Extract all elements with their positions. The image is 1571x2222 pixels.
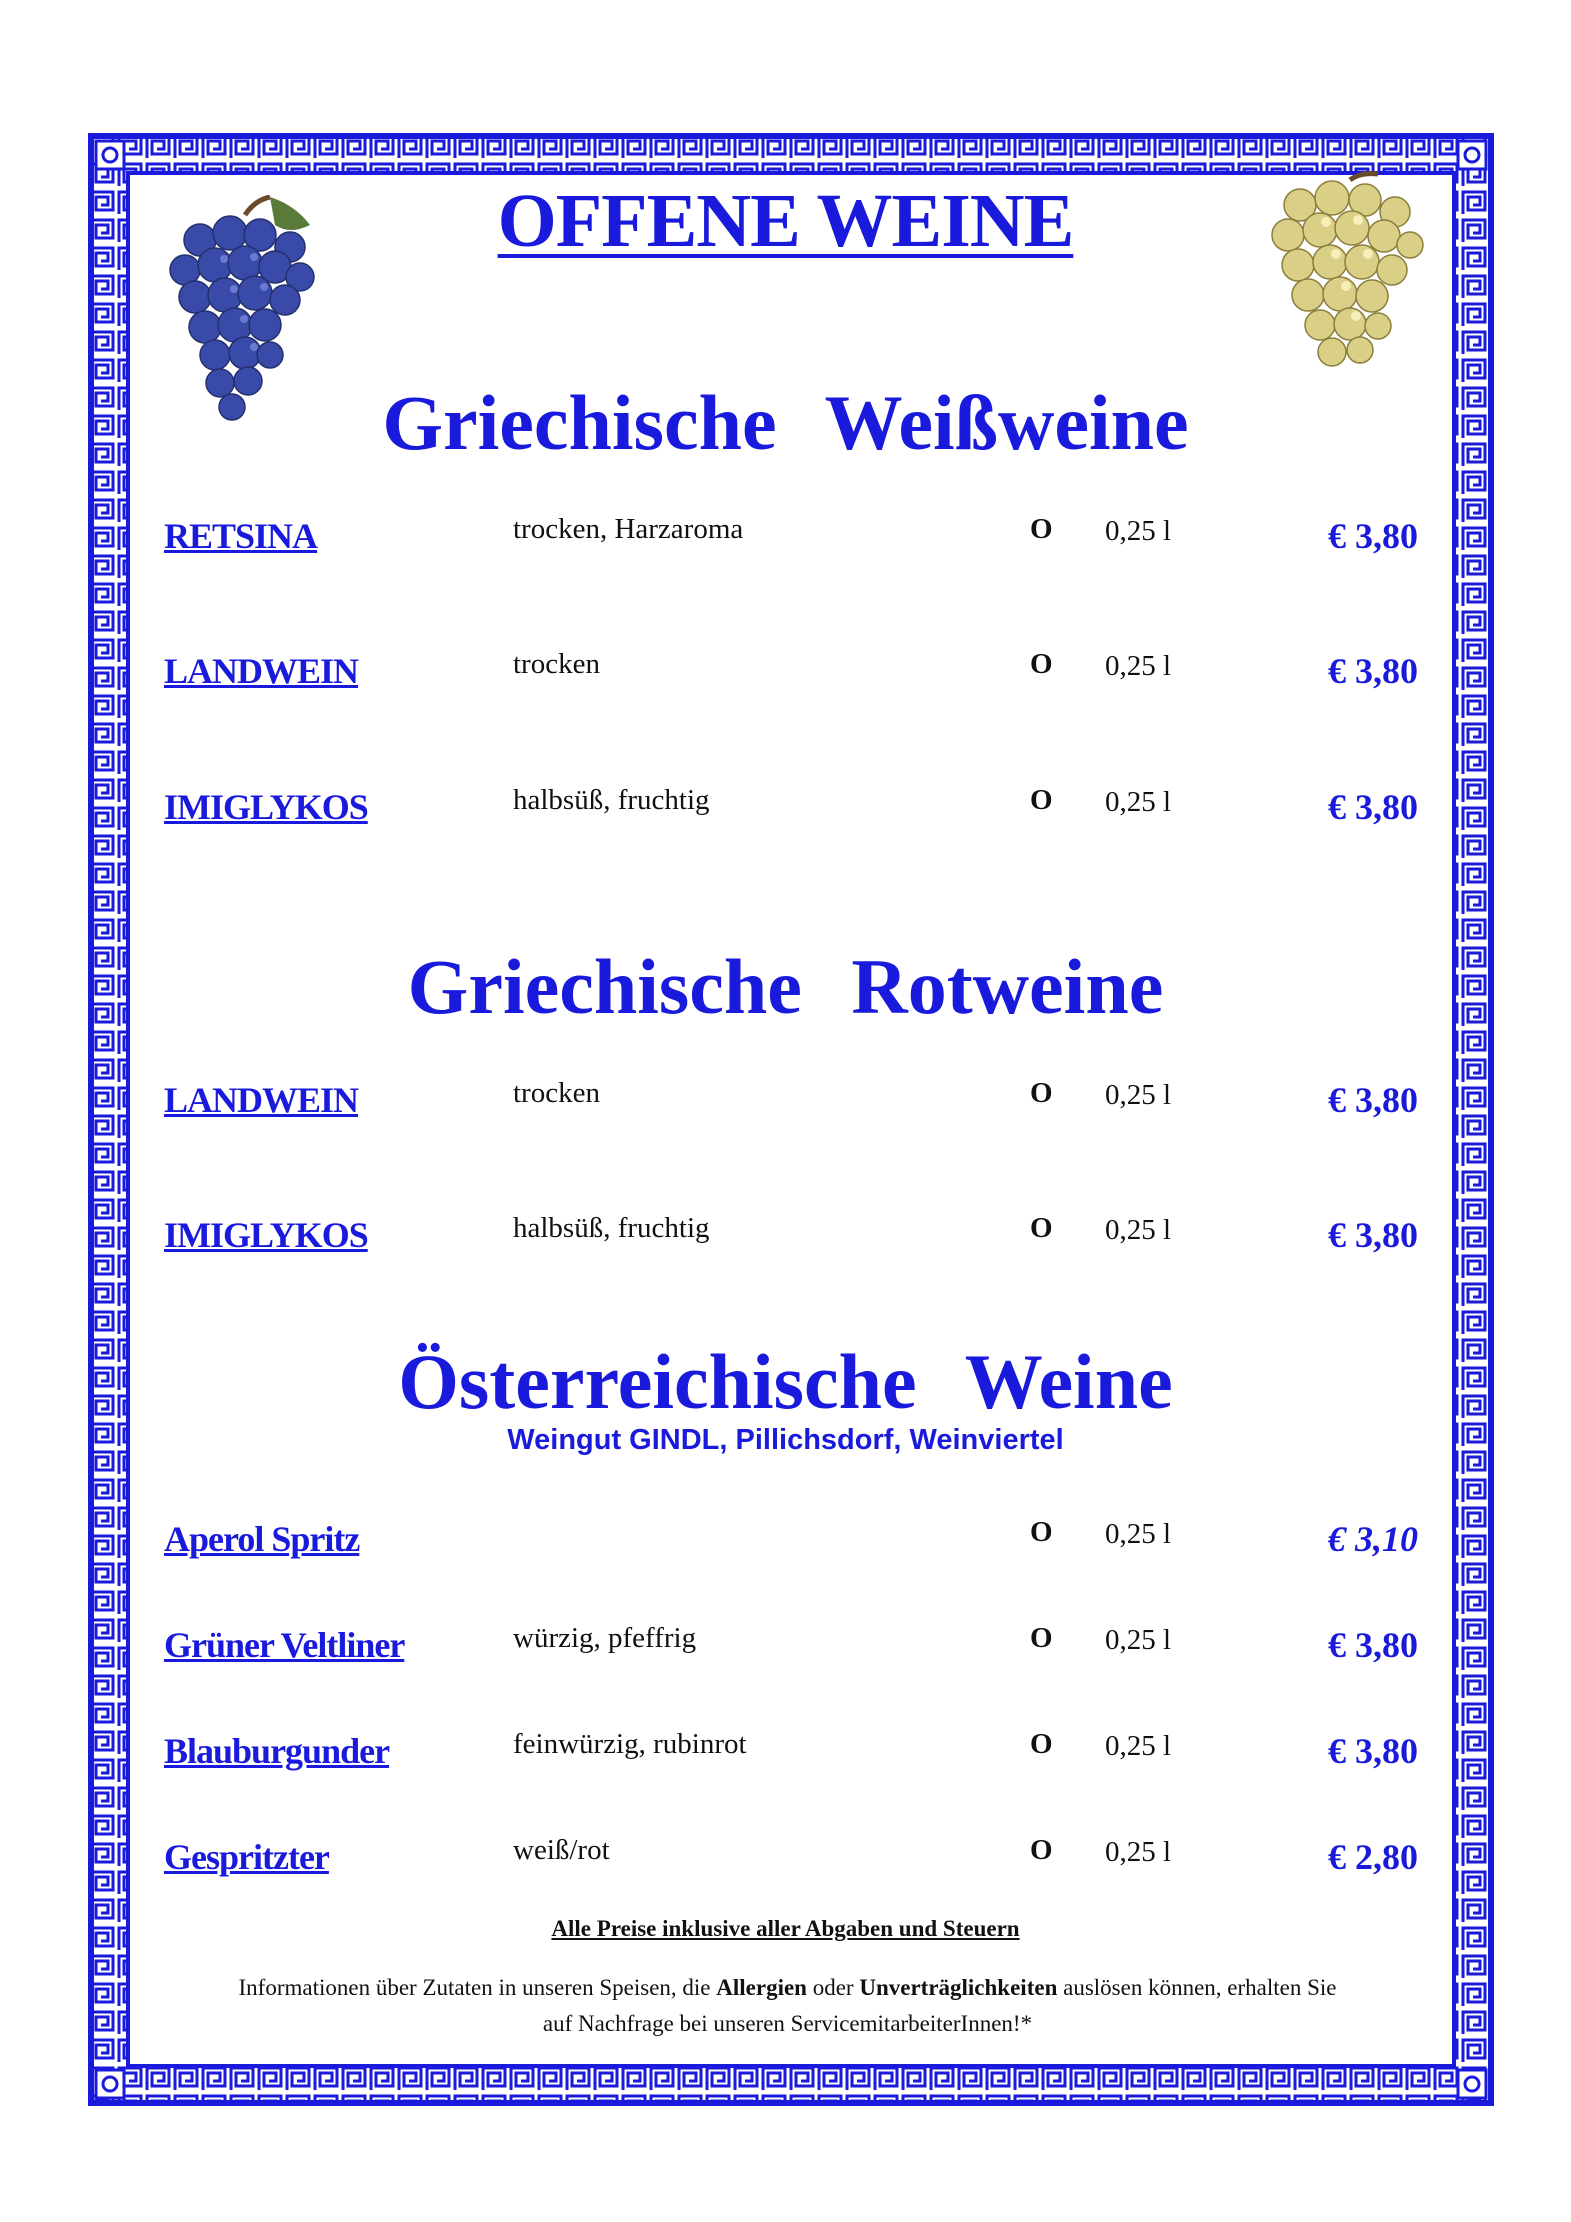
wine-mark: O xyxy=(1030,1212,1053,1244)
allergen-info-text: auslösen können, erhalten Sie xyxy=(1057,1975,1337,2000)
wine-price: € 3,80 xyxy=(1328,787,1418,827)
wine-name[interactable]: LANDWEIN xyxy=(164,651,359,691)
heading-greek-white: Griechische Weißweine xyxy=(382,379,1189,466)
wine-volume: 0,25 l xyxy=(1105,515,1172,547)
wine-name[interactable]: Blauburgunder xyxy=(164,1731,390,1771)
heading-austrian: Österreichische Weine xyxy=(398,1338,1173,1425)
wine-mark: O xyxy=(1030,648,1053,680)
wine-name[interactable]: Grüner Veltliner xyxy=(164,1625,405,1665)
wine-volume: 0,25 l xyxy=(1105,786,1172,818)
wine-name[interactable]: IMIGLYKOS xyxy=(164,787,368,827)
wine-mark: O xyxy=(1030,1516,1053,1548)
wine-volume: 0,25 l xyxy=(1105,1730,1172,1762)
wine-description: würzig, pfeffrig xyxy=(513,1622,697,1654)
wine-row xyxy=(0,650,1571,710)
wine-description: trocken, Harzaroma xyxy=(513,513,744,545)
wine-price: € 3,80 xyxy=(1328,516,1418,556)
wine-volume: 0,25 l xyxy=(1105,1518,1172,1550)
wine-volume: 0,25 l xyxy=(1105,1079,1172,1111)
wine-price: € 3,10 xyxy=(1328,1519,1418,1559)
wine-volume: 0,25 l xyxy=(1105,1836,1172,1868)
allergen-info-text: oder xyxy=(806,1975,860,2000)
wine-price: € 3,80 xyxy=(1328,1731,1418,1771)
allergen-info-allergien: Allergien xyxy=(716,1975,807,2000)
allergen-info xyxy=(150,1970,1425,2042)
heading-greek-red: Griechische Rotweine xyxy=(407,943,1164,1030)
allergen-info-unvertraeglichkeiten: Unverträglichkeiten xyxy=(859,1975,1058,2000)
wine-row xyxy=(0,1624,1571,1684)
wine-volume: 0,25 l xyxy=(1105,650,1172,682)
wine-row xyxy=(0,1730,1571,1790)
wine-description: trocken xyxy=(513,1077,600,1109)
wine-volume: 0,25 l xyxy=(1105,1624,1172,1656)
wine-price: € 2,80 xyxy=(1328,1837,1418,1877)
wine-row xyxy=(0,786,1571,846)
wine-description: trocken xyxy=(513,648,600,680)
price-note: Alle Preise inklusive aller Abgaben und Steuern xyxy=(551,1916,1020,1941)
wine-row xyxy=(0,1518,1571,1578)
wine-mark: O xyxy=(1030,1728,1053,1760)
subheading-winery: Weingut GINDL, Pillichsdorf, Weinviertel xyxy=(507,1424,1064,1456)
wine-description: halbsüß, fruchtig xyxy=(513,1212,710,1244)
wine-name[interactable]: RETSINA xyxy=(164,516,318,556)
wine-row xyxy=(0,515,1571,575)
wine-price: € 3,80 xyxy=(1328,651,1418,691)
wine-description: halbsüß, fruchtig xyxy=(513,784,710,816)
wine-mark: O xyxy=(1030,513,1053,545)
wine-mark: O xyxy=(1030,784,1053,816)
wine-mark: O xyxy=(1030,1622,1053,1654)
wine-mark: O xyxy=(1030,1077,1053,1109)
wine-name[interactable]: Gespritzter xyxy=(164,1837,329,1877)
wine-price: € 3,80 xyxy=(1328,1080,1418,1120)
wine-price: € 3,80 xyxy=(1328,1215,1418,1255)
wine-row xyxy=(0,1214,1571,1274)
wine-name[interactable]: LANDWEIN xyxy=(164,1080,359,1120)
allergen-info-text: Informationen über Zutaten in unseren Speisen, die xyxy=(238,1975,717,2000)
wine-row xyxy=(0,1079,1571,1139)
wine-mark: O xyxy=(1030,1834,1053,1866)
wine-description: weiß/rot xyxy=(513,1834,610,1866)
wine-volume: 0,25 l xyxy=(1105,1214,1172,1246)
wine-name[interactable]: Aperol Spritz xyxy=(164,1519,360,1559)
allergen-info-line2: auf Nachfrage bei unseren ServicemitarbeiterInnen!* xyxy=(542,2011,1033,2036)
wine-description: feinwürzig, rubinrot xyxy=(513,1728,747,1760)
page-title: OFFENE WEINE xyxy=(497,179,1074,263)
wine-name[interactable]: IMIGLYKOS xyxy=(164,1215,368,1255)
wine-price: € 3,80 xyxy=(1328,1625,1418,1665)
wine-row xyxy=(0,1836,1571,1896)
